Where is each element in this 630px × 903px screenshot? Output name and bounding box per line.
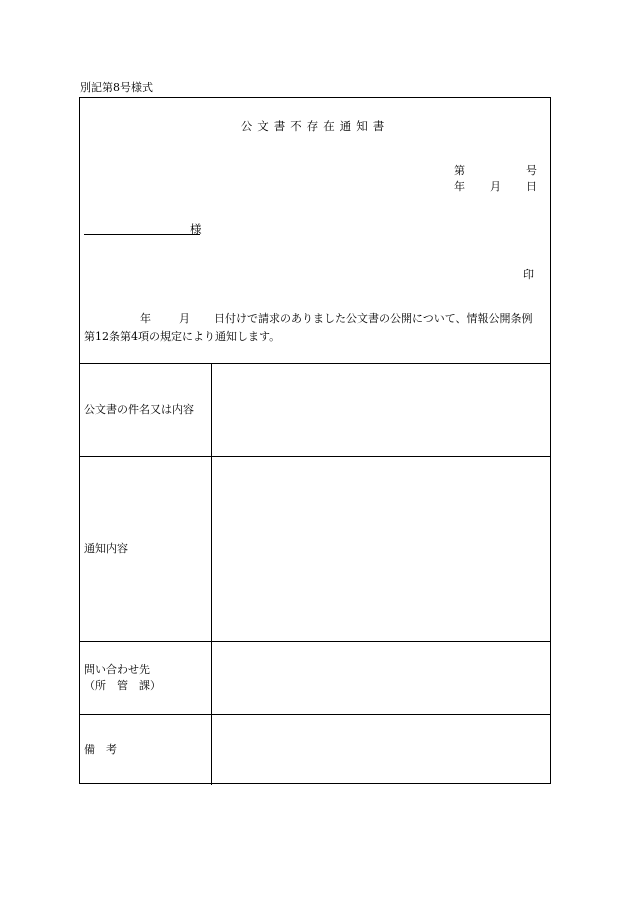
seal-mark: 印 — [523, 268, 534, 281]
contact-label-line2: （所 管 課） — [84, 679, 161, 692]
row-label-contact — [80, 642, 212, 715]
notice-form — [79, 97, 551, 784]
row-label-remarks: 備 考 — [80, 715, 212, 786]
table-row — [80, 457, 550, 642]
addressee-suffix: 様 — [190, 222, 202, 236]
row-label-notice-content: 通知内容 — [80, 457, 212, 642]
body-year: 年 — [140, 312, 151, 325]
document-number-suffix: 号 — [526, 164, 537, 177]
info-table — [80, 363, 550, 785]
addressee-line[interactable] — [84, 234, 200, 235]
body-line1: 日付けで請求のありました公文書の公開について、情報公開条例 — [214, 312, 533, 325]
table-row — [80, 715, 550, 786]
remarks-field[interactable] — [212, 715, 551, 786]
body-month: 月 — [179, 312, 190, 325]
date-day: 日 — [526, 180, 537, 193]
date-month: 月 — [490, 180, 501, 193]
table-row — [80, 642, 550, 715]
subject-field[interactable] — [212, 364, 551, 457]
table-row — [80, 364, 550, 457]
document-title: 公文書不存在通知書 — [240, 119, 390, 133]
row-label-subject: 公文書の件名又は内容 — [80, 364, 212, 457]
body-text — [84, 310, 548, 346]
document-number-prefix: 第 — [454, 164, 465, 177]
form-label: 別記第8号様式 — [80, 81, 153, 94]
body-line2: 第12条第4項の規定により通知します。 — [84, 330, 281, 343]
date-year: 年 — [454, 180, 465, 193]
notice-content-field[interactable] — [212, 457, 551, 642]
contact-field[interactable] — [212, 642, 551, 715]
contact-label-line1: 問い合わせ先 — [84, 663, 150, 676]
